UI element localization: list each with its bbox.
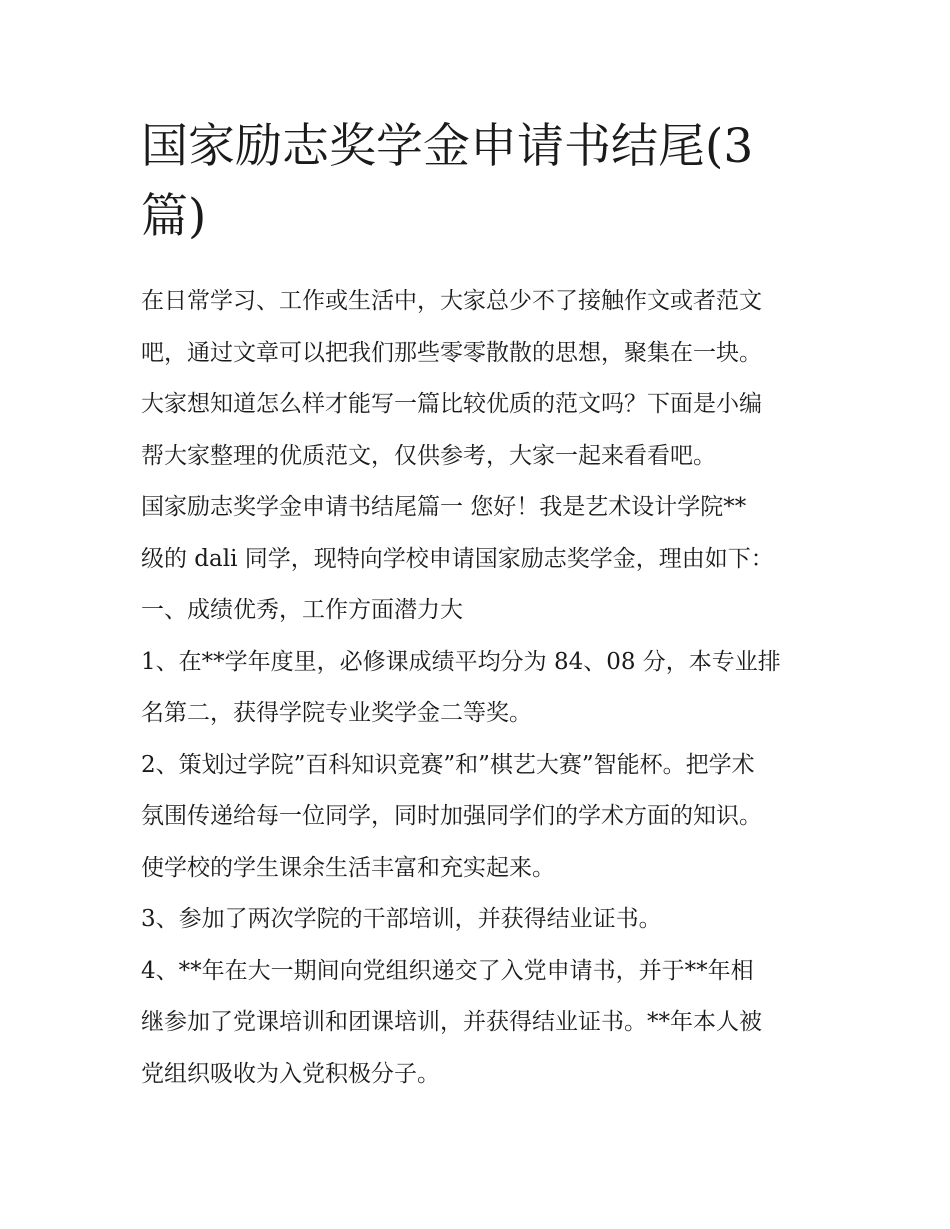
body-line: 国家励志奖学金申请书结尾篇一 您好！我是艺术设计学院** bbox=[141, 494, 747, 520]
body-line: 名第二，获得学院专业奖学金二等奖。 bbox=[141, 700, 532, 726]
body-line: 4、**年在大一期间向党组织递交了入党申请书，并于**年相 bbox=[141, 957, 754, 984]
body-line: 2、策划过学院”百科知识竞赛”和”棋艺大赛”智能杯。把学术 bbox=[141, 751, 755, 778]
body-line: 一、成绩优秀，工作方面潜力大 bbox=[141, 597, 463, 623]
body-line: 党组织吸收为入党积极分子。 bbox=[141, 1060, 440, 1087]
body-line: 在日常学习、工作或生活中，大家总少不了接触作文或者范文 bbox=[141, 288, 762, 314]
body-line: 帮大家整理的优质范文，仅供参考，大家一起来看看吧。 bbox=[141, 442, 716, 469]
title-line-1: 国家励志奖学金申请书结尾(3 bbox=[141, 119, 754, 174]
body-line: 3、参加了两次学院的干部培训，并获得结业证书。 bbox=[141, 906, 662, 932]
body-line: 吧，通过文章可以把我们那些零零散散的思想，聚集在一块。 bbox=[141, 339, 762, 366]
body-line: 使学校的学生课余生活丰富和充实起来。 bbox=[141, 854, 555, 881]
document-body bbox=[141, 276, 821, 1100]
document-content bbox=[141, 112, 821, 1100]
body-line: 级的 dali 同学，现特向学校申请国家励志奖学金，理由如下： bbox=[141, 545, 774, 572]
title-line-2: 篇) bbox=[141, 189, 207, 244]
body-line: 大家想知道怎么样才能写一篇比较优质的范文吗？下面是小编 bbox=[141, 391, 762, 417]
body-line: 氛围传递给每一位同学，同时加强同学们的学术方面的知识。 bbox=[141, 803, 762, 829]
document-title bbox=[141, 112, 821, 252]
body-line: 1、在**学年度里，必修课成绩平均分为 84、08 分，本专业排 bbox=[141, 648, 781, 675]
body-line: 继参加了党课培训和团课培训，并获得结业证书。**年本人被 bbox=[141, 1009, 762, 1035]
